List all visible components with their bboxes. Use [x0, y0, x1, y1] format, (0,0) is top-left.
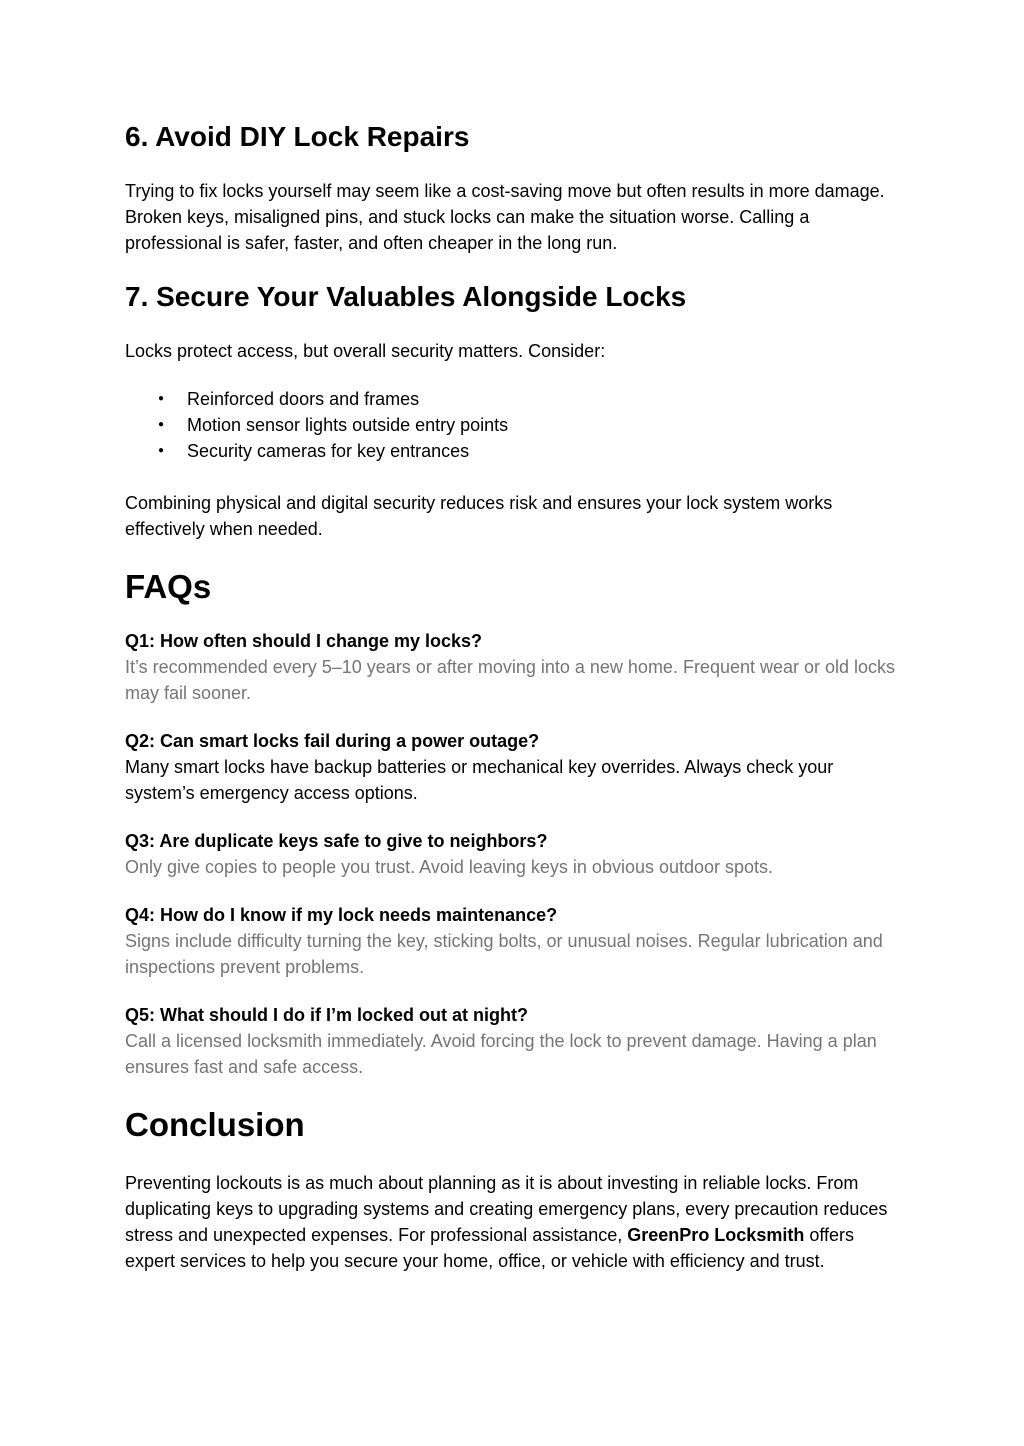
faq-item-q1 [125, 628, 899, 706]
section-6-paragraph: Trying to fix locks yourself may seem like a cost-saving move but often results in more damage. Broken keys, misaligned pins, and stuck locks can make the situation worse. Calling a professional is safer, faster, and often cheaper in the long run. [125, 181, 885, 253]
bullet-icon: ● [158, 393, 165, 404]
faq-question: Q4: How do I know if my lock needs maintenance? [125, 905, 558, 925]
faq-question: Q2: Can smart locks fail during a power outage? [125, 731, 540, 751]
faq-answer: It’s recommended every 5–10 years or after moving into a new home. Frequent wear or old locks may fail sooner. [125, 657, 896, 703]
list-item-text: Motion sensor lights outside entry points [187, 415, 509, 435]
list-item [125, 438, 899, 464]
section-6-heading: 6. Avoid DIY Lock Repairs [125, 121, 470, 152]
security-measures-list [125, 386, 899, 464]
faq-answer: Only give copies to people you trust. Avoid leaving keys in obvious outdoor spots. [125, 857, 774, 877]
faq-question: Q1: How often should I change my locks? [125, 631, 483, 651]
list-item [125, 386, 899, 412]
faq-item-q5 [125, 1002, 899, 1080]
section-7-outro: Combining physical and digital security reduces risk and ensures your lock system works effectively when needed. [125, 493, 833, 539]
faq-item-q2 [125, 728, 899, 806]
conclusion-text-end: offers expert services to help you secure your home, office, or vehicle with efficiency and trust. [125, 1225, 855, 1271]
brand-name: GreenPro Locksmith [627, 1225, 805, 1245]
list-item-text: Security cameras for key entrances [187, 441, 470, 461]
conclusion-heading: Conclusion [125, 1106, 305, 1143]
section-7-intro: Locks protect access, but overall security matters. Consider: [125, 341, 606, 361]
faq-answer: Signs include difficulty turning the key, sticking bolts, or unusual noises. Regular lubrication and inspections prevent problems. [125, 931, 883, 977]
faq-question: Q3: Are duplicate keys safe to give to neighbors? [125, 831, 548, 851]
section-7-heading: 7. Secure Your Valuables Alongside Locks [125, 281, 687, 312]
conclusion-paragraph [125, 1170, 899, 1274]
faq-item-q4 [125, 902, 899, 980]
faq-question: Q5: What should I do if I’m locked out at night? [125, 1005, 528, 1025]
faqs-heading: FAQs [125, 568, 212, 605]
faq-answer: Many smart locks have backup batteries or mechanical key overrides. Always check your system’s emergency access options. [125, 757, 834, 803]
faq-answer: Call a licensed locksmith immediately. Avoid forcing the lock to prevent damage. Having a plan ensures fast and safe access. [125, 1031, 877, 1077]
faq-item-q3 [125, 828, 899, 880]
conclusion-text-start: Preventing lockouts is as much about planning as it is about investing in reliable locks. From duplicating keys to upgrading systems and creating emergency plans, every precaution reduces stress and unexpected expenses. For professional assistance, [125, 1173, 888, 1245]
bullet-icon: ● [158, 445, 165, 456]
list-item-text: Reinforced doors and frames [187, 389, 420, 409]
list-item [125, 412, 899, 438]
bullet-icon: ● [158, 419, 165, 430]
